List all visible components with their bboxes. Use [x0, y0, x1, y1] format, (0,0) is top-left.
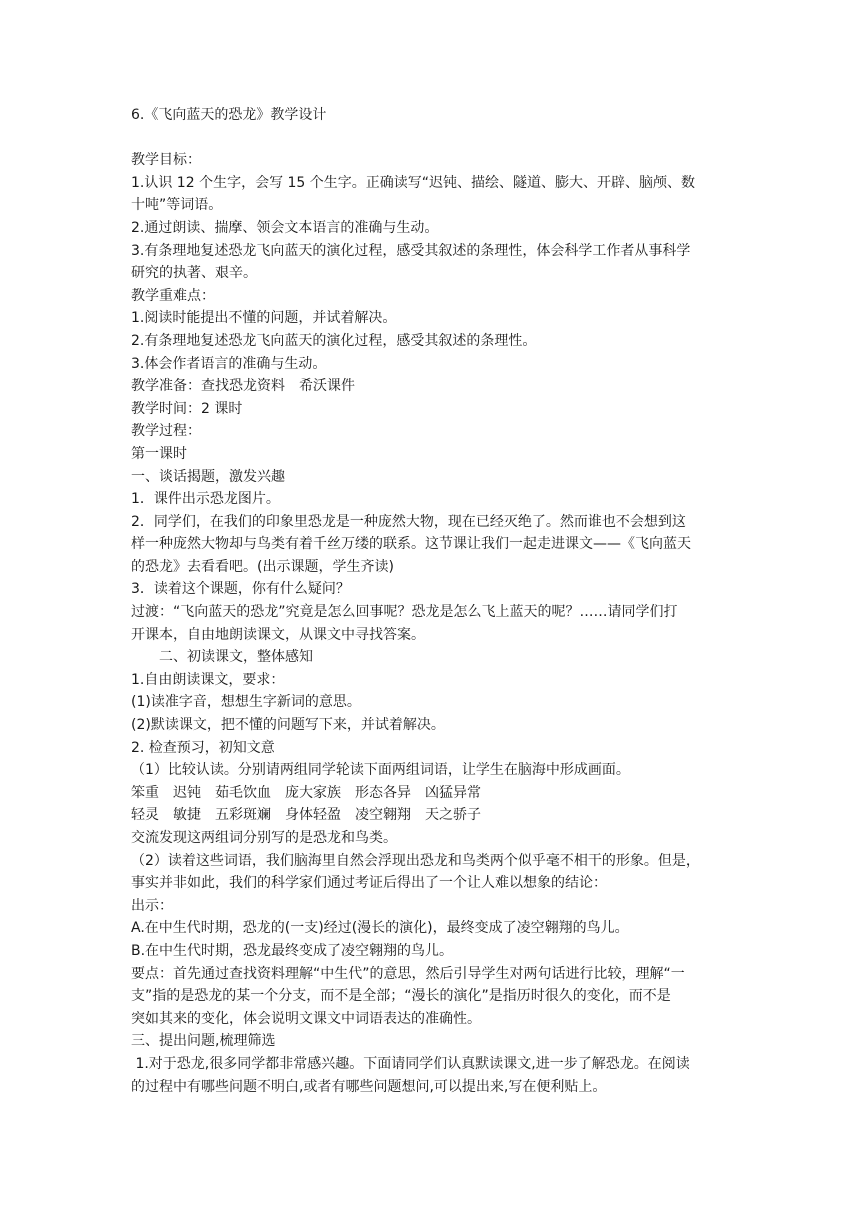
text-line: 教学重难点： — [131, 287, 215, 304]
text-line: （1）比较认读。分别请两组同学轮读下面两组词语，让学生在脑海中形成画面。 — [131, 762, 630, 779]
text-line: 3．读着这个课题，你有什么疑问？ — [131, 581, 350, 598]
text-line: 要点：首先通过查找资料理解“中生代”的意思，然后引导学生对两句话进行比较，理解“一 — [131, 965, 685, 982]
text-line: 3.体会作者语言的准确与生动。 — [131, 355, 327, 372]
text-line: 样一种庞然大物却与鸟类有着千丝万缕的联系。这节课让我们一起走进课文——《飞向蓝天 — [131, 536, 691, 553]
text-line: （2）读着这些词语，我们脑海里自然会浮现出恐龙和鸟类两个似乎毫不相干的形象。但是， — [131, 852, 700, 869]
text-line: 教学时间：2 课时 — [131, 400, 243, 417]
text-line: 1.认识 12 个生字，会写 15 个生字。正确读写“迟钝、描绘、隧道、膨大、开辟、脑颅、数 — [131, 174, 696, 191]
text-line: 突如其来的变化，体会说明文课文中词语表达的准确性。 — [131, 1010, 481, 1027]
text-line: (1)读准字音，想想生字新词的意思。 — [131, 694, 361, 711]
text-line: 二、初读课文，整体感知 — [131, 649, 313, 666]
text-line: 支”指的是恐龙的某一个分支，而不是全部；“漫长的演化”是指历时很久的变化，而不是 — [131, 988, 671, 1005]
text-line: 事实并非如此，我们的科学家们通过考证后得出了一个让人难以想象的结论： — [131, 875, 607, 892]
text-line: 教学准备：查找恐龙资料 希沃课件 — [131, 378, 355, 395]
text-line: A.在中生代时期，恐龙的(一支)经过(漫长的演化)，最终变成了凌空翱翔的鸟儿。 — [131, 920, 629, 937]
text-line: 一、谈话揭题，激发兴趣 — [131, 468, 285, 485]
text-line: 3.有条理地复述恐龙飞向蓝天的演化过程，感受其叙述的条理性，体会科学工作者从事科学 — [131, 242, 691, 259]
text-line: 开课本，自由地朗读课文，从课文中寻找答案。 — [131, 626, 425, 643]
text-line: 轻灵 敏捷 五彩斑斓 身体轻盈 凌空翱翔 天之骄子 — [131, 807, 481, 824]
document-body — [131, 149, 731, 1098]
text-line: 的过程中有哪些问题不明白,或者有哪些问题想问,可以提出来,写在便利贴上。 — [131, 1078, 607, 1095]
text-line: 2.通过朗读、揣摩、领会文本语言的准确与生动。 — [131, 219, 439, 236]
text-line: 1.自由朗读课文，要求： — [131, 671, 285, 688]
text-line: 1.对于恐龙,很多同学都非常感兴趣。下面请同学们认真默读课文,进一步了解恐龙。在阅读 — [131, 1055, 690, 1072]
document-title: 6.《飞向蓝天的恐龙》教学设计 — [131, 107, 327, 123]
text-line: B.在中生代时期，恐龙最终变成了凌空翱翔的鸟儿。 — [131, 942, 454, 959]
text-line: 1.阅读时能提出不懂的问题，并试着解决。 — [131, 310, 397, 327]
text-line: 出示： — [131, 897, 173, 914]
text-line: 教学目标： — [131, 152, 201, 169]
document-page — [131, 104, 731, 1098]
text-line: (2)默读课文，把不懂的问题写下来，并试着解决。 — [131, 717, 445, 734]
text-line: 过渡：“飞向蓝天的恐龙”究竟是怎么回事呢？恐龙是怎么飞上蓝天的呢？……请同学们打 — [131, 604, 678, 621]
text-line: 十吨”等词语。 — [131, 197, 223, 214]
text-line: 的恐龙》去看看吧。(出示课题，学生齐读) — [131, 558, 394, 575]
text-line: 三、提出问题,梳理筛选 — [131, 1033, 276, 1050]
text-line: 笨重 迟钝 茹毛饮血 庞大家族 形态各异 凶猛异常 — [131, 784, 481, 801]
text-line: 教学过程： — [131, 423, 201, 440]
text-line: 2. 检查预习，初知文意 — [131, 739, 275, 756]
text-line: 1．课件出示恐龙图片。 — [131, 491, 280, 508]
text-line: 研究的执著、艰辛。 — [131, 265, 257, 282]
text-line: 2．同学们，在我们的印象里恐龙是一种庞然大物，现在已经灭绝了。然而谁也不会想到这 — [131, 513, 686, 530]
text-line: 交流发现这两组词分别写的是恐龙和鸟类。 — [131, 830, 397, 846]
blank-line — [131, 127, 731, 150]
text-line: 第一课时 — [131, 445, 187, 462]
text-line: 2.有条理地复述恐龙飞向蓝天的演化过程，感受其叙述的条理性。 — [131, 332, 537, 349]
